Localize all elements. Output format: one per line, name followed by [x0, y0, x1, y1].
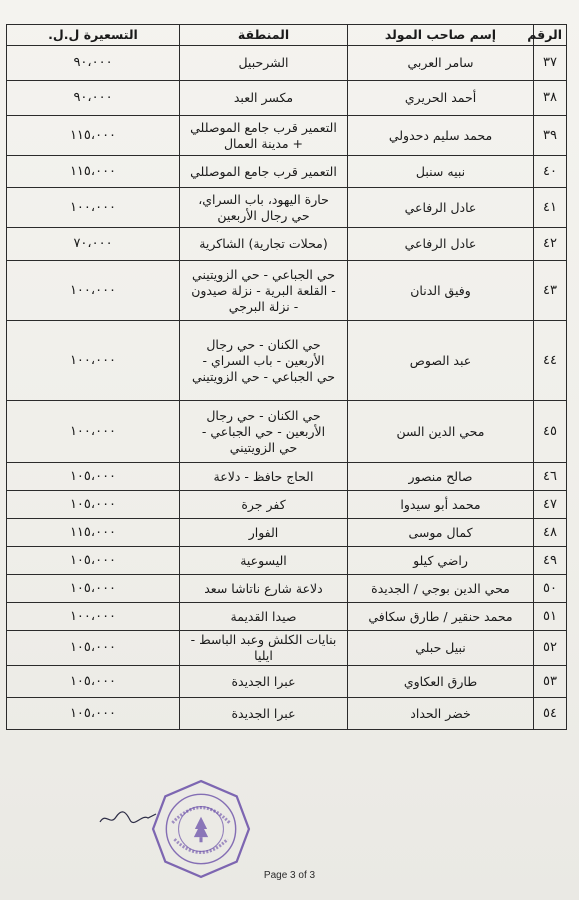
table-row — [7, 46, 567, 81]
price: ١٠٥،٠٠٠ — [7, 491, 180, 519]
area: حي الجباعي - حي الزويتيني - القلعة البرية - نزلة صيدون - نزلة البرجي — [180, 261, 348, 321]
owner-name: أحمد الحريري — [348, 81, 534, 116]
price: ١٠٠،٠٠٠ — [7, 261, 180, 321]
table-row — [7, 81, 567, 116]
row-number: ٤٥ — [534, 401, 567, 463]
header-area: المنطقة — [180, 25, 348, 46]
owner-name: عادل الرفاعي — [348, 228, 534, 261]
price: ١٠٥،٠٠٠ — [7, 666, 180, 698]
row-number: ٥٣ — [534, 666, 567, 698]
area: بنايات الكلش وعبد الباسط - ايليا — [180, 631, 348, 666]
area: الشرحبيل — [180, 46, 348, 81]
area: الحاج حافظ - دلاعة — [180, 463, 348, 491]
area: حي الكنان - حي رجال الأربعين - حي الجباعي - حي الزويتيني — [180, 401, 348, 463]
price: ٧٠،٠٠٠ — [7, 228, 180, 261]
price: ٩٠،٠٠٠ — [7, 81, 180, 116]
area: حارة اليهود، باب السراي، حي رجال الأربعين — [180, 188, 348, 228]
table-row — [7, 228, 567, 261]
price: ١١٥،٠٠٠ — [7, 156, 180, 188]
owner-name: محي الدين بوجي / الجديدة — [348, 575, 534, 603]
generator-tariff-table — [6, 24, 567, 730]
row-number: ٤١ — [534, 188, 567, 228]
owner-name: سامر العربي — [348, 46, 534, 81]
owner-name: محي الدين السن — [348, 401, 534, 463]
row-number: ٤٤ — [534, 321, 567, 401]
price: ١٠٠،٠٠٠ — [7, 603, 180, 631]
table-row — [7, 261, 567, 321]
price: ١٠٥،٠٠٠ — [7, 575, 180, 603]
price: ١٠٠،٠٠٠ — [7, 321, 180, 401]
area: اليسوعية — [180, 547, 348, 575]
area: دلاعة شارع ناتاشا سعد — [180, 575, 348, 603]
table-row — [7, 188, 567, 228]
owner-name: خضر الحداد — [348, 698, 534, 730]
row-number: ٥٠ — [534, 575, 567, 603]
table-row — [7, 519, 567, 547]
owner-name: طارق العكاوي — [348, 666, 534, 698]
owner-name: نبيه سنبل — [348, 156, 534, 188]
row-number: ٤٩ — [534, 547, 567, 575]
row-number: ٤٦ — [534, 463, 567, 491]
price: ٩٠،٠٠٠ — [7, 46, 180, 81]
owner-name: نبيل حبلي — [348, 631, 534, 666]
price: ١٠٠،٠٠٠ — [7, 188, 180, 228]
price: ١٠٥،٠٠٠ — [7, 547, 180, 575]
table-row — [7, 698, 567, 730]
table-row — [7, 156, 567, 188]
owner-name: عبد الصوص — [348, 321, 534, 401]
row-number: ٤٢ — [534, 228, 567, 261]
table-row — [7, 547, 567, 575]
owner-name: كمال موسى — [348, 519, 534, 547]
table-row — [7, 321, 567, 401]
area: مكسر العبد — [180, 81, 348, 116]
area: الفوار — [180, 519, 348, 547]
row-number: ٤٠ — [534, 156, 567, 188]
table-row — [7, 116, 567, 156]
owner-name: عادل الرفاعي — [348, 188, 534, 228]
price: ١٠٥،٠٠٠ — [7, 463, 180, 491]
price: ١١٥،٠٠٠ — [7, 116, 180, 156]
price: ١١٥،٠٠٠ — [7, 519, 180, 547]
table-row — [7, 575, 567, 603]
area: صيدا القديمة — [180, 603, 348, 631]
row-number: ٣٨ — [534, 81, 567, 116]
price: ١٠٥،٠٠٠ — [7, 698, 180, 730]
row-number: ٣٧ — [534, 46, 567, 81]
table-row — [7, 491, 567, 519]
table-row — [7, 603, 567, 631]
owner-name: صالح منصور — [348, 463, 534, 491]
owner-name: وفيق الدنان — [348, 261, 534, 321]
row-number: ٣٩ — [534, 116, 567, 156]
area: عبرا الجديدة — [180, 698, 348, 730]
table-body — [7, 46, 567, 730]
area: حي الكنان - حي رجال الأربعين - باب السراي - حي الجباعي - حي الزويتيني — [180, 321, 348, 401]
table-header-row — [7, 25, 567, 46]
header-owner-name: إسم صاحب المولد — [348, 25, 534, 46]
area: كفر جرة — [180, 491, 348, 519]
row-number: ٥١ — [534, 603, 567, 631]
row-number: ٤٧ — [534, 491, 567, 519]
table-row — [7, 401, 567, 463]
row-number: ٤٨ — [534, 519, 567, 547]
handwritten-signature — [98, 808, 158, 828]
owner-name: محمد أبو سيدوا — [348, 491, 534, 519]
area: (محلات تجارية) الشاكرية — [180, 228, 348, 261]
area: التعمير قرب جامع الموصللي + مدينة العمال — [180, 116, 348, 156]
table-row — [7, 666, 567, 698]
table-row — [7, 463, 567, 491]
row-number: ٥٢ — [534, 631, 567, 666]
price: ١٠٠،٠٠٠ — [7, 401, 180, 463]
table-row — [7, 631, 567, 666]
area: التعمير قرب جامع الموصللي — [180, 156, 348, 188]
area: عبرا الجديدة — [180, 666, 348, 698]
header-number: الرقم — [534, 25, 567, 46]
owner-name: محمد سليم دحدولي — [348, 116, 534, 156]
row-number: ٤٣ — [534, 261, 567, 321]
page-number: Page 3 of 3 — [263, 870, 316, 881]
official-stamp — [150, 778, 252, 880]
row-number: ٥٤ — [534, 698, 567, 730]
owner-name: راضي كيلو — [348, 547, 534, 575]
header-price: التسعيرة ل.ل. — [7, 25, 180, 46]
price: ١٠٥،٠٠٠ — [7, 631, 180, 666]
owner-name: محمد حنقير / طارق سكافي — [348, 603, 534, 631]
